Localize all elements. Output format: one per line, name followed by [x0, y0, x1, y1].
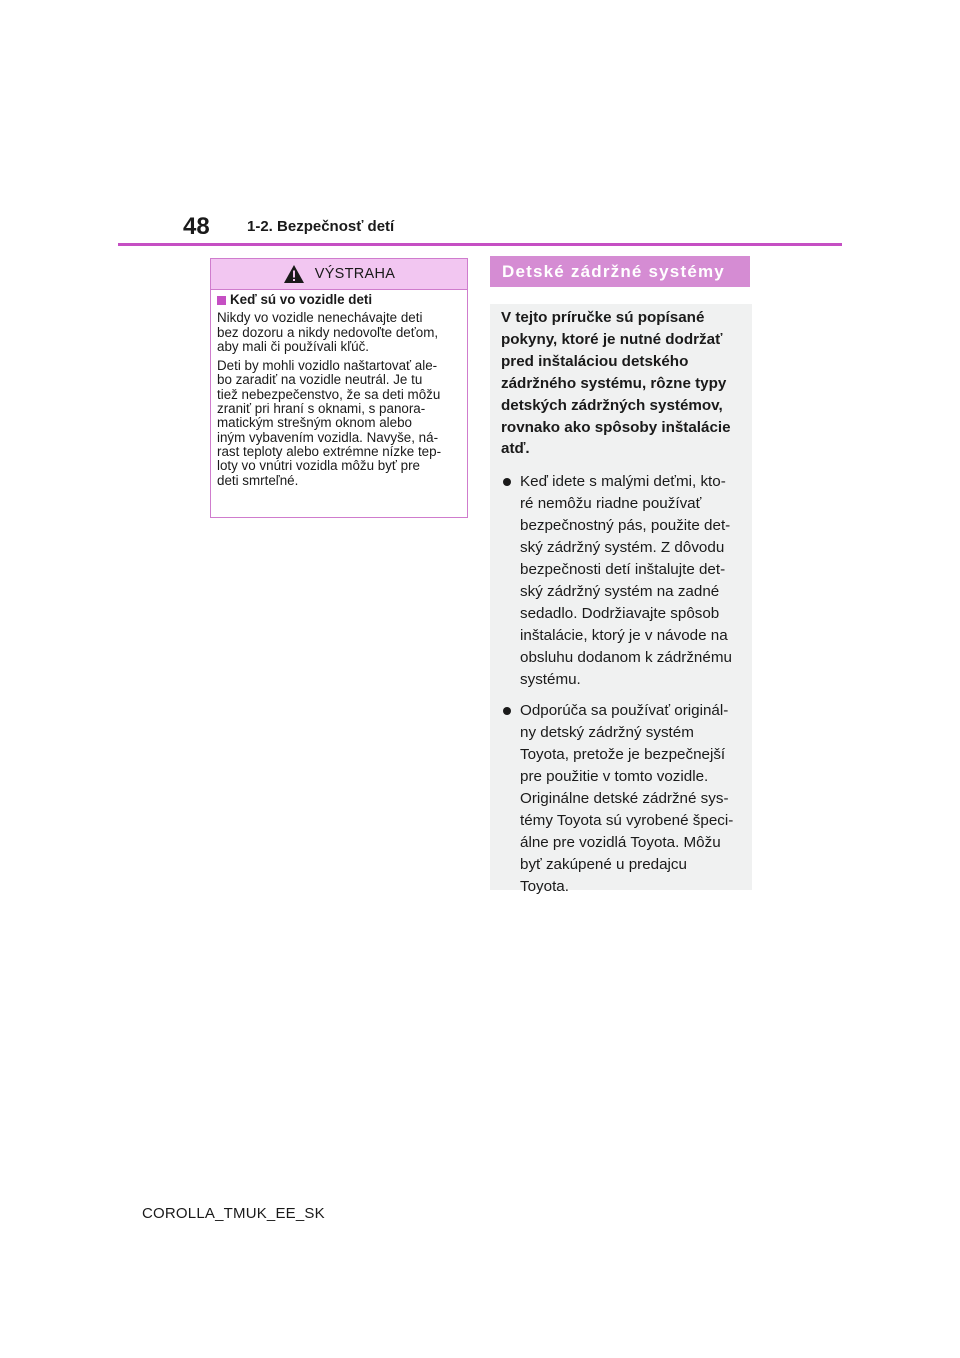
text-line: detských zádržných systémov,	[501, 396, 723, 414]
warning-paragraph	[217, 359, 461, 488]
text-line: bo zaradiť na vozidle neutrál. Je tu	[217, 372, 423, 388]
text-line: V tejto príručke sú popísané	[501, 309, 705, 326]
info-panel	[490, 304, 752, 895]
document-id: COROLLA_TMUK_EE_SK	[142, 1205, 325, 1222]
text-line: iným vybavením vozidla. Navyše, ná-	[217, 429, 439, 445]
text-line: Toyota, pretože je bezpečnejší	[520, 746, 726, 764]
text-line: zraniť pri hraní s oknami, s panora-	[217, 401, 426, 417]
text-line: rovnako ako spôsoby inštalácie	[501, 418, 731, 436]
text-line: bezpečnosti detí inštalujte det-	[520, 560, 726, 578]
warning-header	[211, 259, 467, 290]
text-line: pred inštaláciou detského	[501, 352, 689, 370]
list-item	[501, 471, 743, 690]
text-line: ský zádržný systém na zadné	[520, 582, 720, 600]
text-line: inštalácie, ktorý je v návode na	[520, 626, 728, 644]
text-line: obsluhu dodanom k zádržnému	[520, 648, 732, 666]
text-line: Originálne detské zádržné sys-	[520, 790, 729, 808]
text-line: bezpečnostný pás, použite det-	[520, 517, 731, 535]
text-line: Odporúča sa používať originál-	[520, 702, 729, 720]
text-line: atď.	[501, 440, 530, 458]
section-banner	[490, 256, 750, 287]
text-line: zádržného systému, rôzne typy	[501, 374, 727, 392]
warning-heading	[217, 293, 461, 307]
bullet-icon	[503, 478, 511, 486]
page-number: 48	[183, 213, 210, 240]
text-line: ré nemôžu riadne používať	[520, 495, 702, 513]
warning-body	[211, 290, 467, 488]
list-item-text	[520, 471, 743, 690]
text-line: Toyota.	[520, 877, 569, 895]
bullet-icon	[503, 707, 511, 715]
list-item	[501, 700, 743, 897]
list-item-text	[520, 700, 743, 897]
text-line: pre použitie v tomto vozidle.	[520, 768, 709, 786]
text-line: ský zádržný systém. Z dôvodu	[520, 539, 725, 557]
text-line: Deti by mohli vozidlo naštartovať ale-	[217, 358, 438, 374]
text-line: deti smrteľné.	[217, 472, 299, 488]
text-line: álne pre vozidlá Toyota. Môžu	[520, 833, 721, 851]
text-line: loty vo vnútri vozidla môžu byť pre	[217, 458, 420, 474]
warning-title: VÝSTRAHA	[314, 266, 396, 282]
text-line: Nikdy vo vozidle nenechávajte deti	[217, 310, 423, 326]
text-line: témy Toyota sú vyrobené špeci-	[520, 811, 734, 829]
text-line: systému.	[520, 670, 581, 688]
text-line: aby mali či používali kľúč.	[217, 338, 370, 354]
warning-heading-text: Keď sú vo vozidle deti	[230, 292, 373, 307]
warning-box	[210, 258, 468, 518]
section-title: 1-2. Bezpečnosť detí	[247, 218, 395, 235]
text-line: tiež nebezpečenstvo, že sa deti môžu	[217, 386, 441, 402]
text-line: rast teploty alebo extrémne nízke tep-	[217, 443, 442, 459]
square-bullet-icon	[217, 296, 226, 305]
warning-triangle-icon	[283, 264, 305, 284]
text-line: byť zakúpené u predajcu	[520, 855, 687, 873]
warning-paragraph	[217, 311, 461, 354]
section-banner-title: Detské zádržné systémy	[502, 261, 725, 281]
text-line: bez dozoru a nikdy nedovoľte deťom,	[217, 324, 439, 340]
text-line: ny detský zádržný systém	[520, 724, 694, 742]
header-divider	[118, 243, 842, 246]
text-line: Keď idete s malými deťmi, kto-	[520, 473, 726, 491]
text-line: sedadlo. Dodržiavajte spôsob	[520, 604, 720, 622]
text-line: pokyny, ktoré je nutné dodržať	[501, 330, 723, 348]
intro-paragraph	[501, 307, 743, 460]
text-line: matickým strešným oknom alebo	[217, 415, 412, 431]
